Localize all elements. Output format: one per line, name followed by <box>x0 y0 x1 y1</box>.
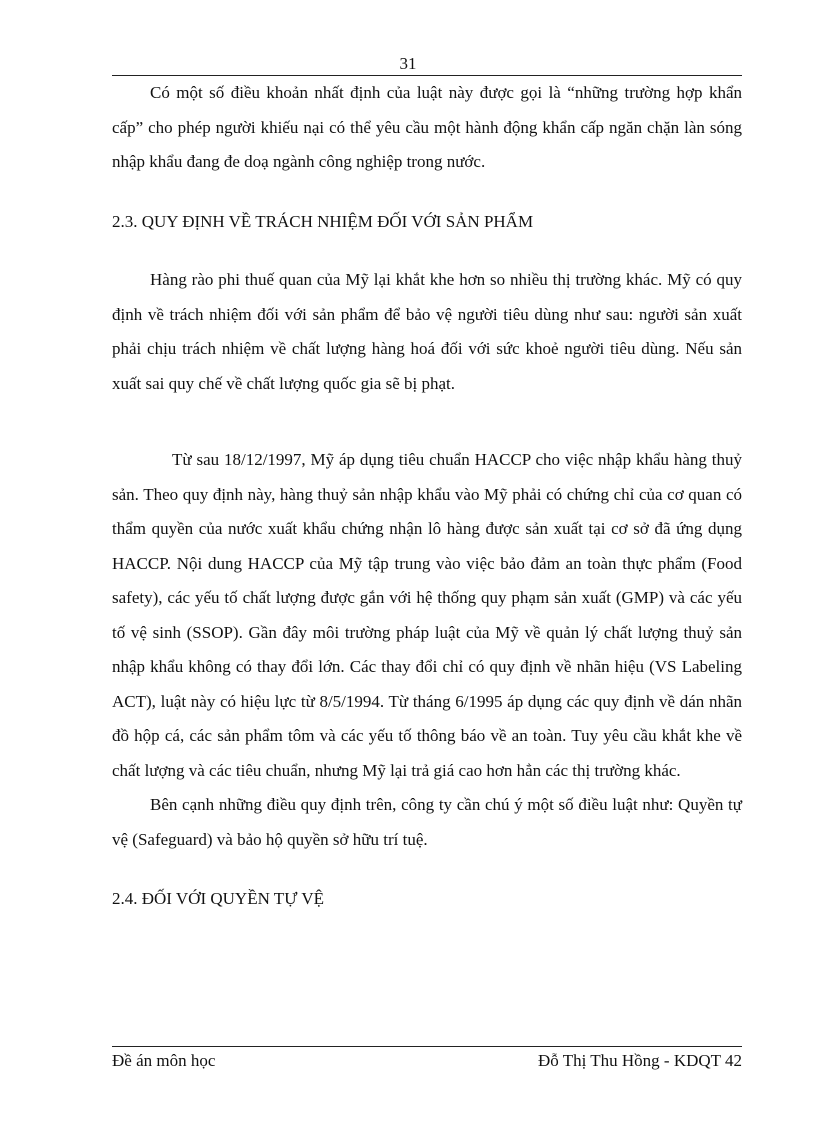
document-body <box>112 76 742 917</box>
footer-course-label: Đề án môn học <box>112 1051 216 1070</box>
footer-rule <box>112 1046 742 1047</box>
paragraph-haccp: Từ sau 18/12/1997, Mỹ áp dụng tiêu chuẩn HACCP cho việc nhập khẩu hàng thuỷ sản. Theo quy định này, hàng thuỷ sản nhập khẩu vào Mỹ phải có chứng chỉ của cơ quan có thẩm quyền của nước xuất khẩu chứng nhận lô hàng được sản xuất tại cơ sở đã ứng dụng HACCP. Nội dung HACCP của Mỹ tập trung vào việc bảo đảm an toàn thực phẩm (Food safety), các yếu tố chất lượng được gắn với hệ thống quy phạm sản xuất (GMP) và các yếu tố vệ sinh (SSOP). Gần đây môi trường pháp luật của Mỹ về quản lý chất lượng thuỷ sản nhập khẩu không có thay đổi lớn. Các thay đổi chỉ có quy định về nhãn hiệu (VS Labeling ACT), luật này có hiệu lực từ 8/5/1994. Từ tháng 6/1995 áp dụng các quy định về dán nhãn đồ hộp cá, các sản phẩm tôm và các yếu tố thông báo về an toàn. Tuy yêu cầu khắt khe về chất lượng và các tiêu chuẩn, nhưng Mỹ lại trả giá cao hơn hẳn các thị trường khác. <box>112 450 742 780</box>
paragraph-emergency-cases: Có một số điều khoản nhất định của luật này được gọi là “những trường hợp khẩn cấp” cho phép người khiếu nại có thể yêu cầu một hành động khẩn cấp ngăn chặn làn sóng nhập khẩu đang đe doạ ngành công nghiệp trong nước. <box>112 83 742 171</box>
paragraph-safeguard-note: Bên cạnh những điều quy định trên, công ty cần chú ý một số điều luật như: Quyền tự vệ (Safeguard) và bảo hộ quyền sở hữu trí tuệ. <box>112 795 742 849</box>
page-number: 31 <box>399 54 417 73</box>
footer-author: Đỗ Thị Thu Hồng - KDQT 42 <box>538 1051 742 1070</box>
footer <box>112 1048 742 1074</box>
paragraph-non-tariff-barriers: Hàng rào phi thuế quan của Mỹ lại khắt khe hơn so nhiều thị trường khác. Mỹ có quy định về trách nhiệm đối với sản phẩm để bảo vệ người tiêu dùng như sau: người sản xuất phải chịu trách nhiệm về chất lượng hàng hoá đối với sức khoẻ người tiêu dùng. Nếu sản xuất sai quy chế về chất lượng quốc gia sẽ bị phạt. <box>112 270 742 393</box>
section-heading-2-3: 2.3. QUY ĐỊNH VỀ TRÁCH NHIỆM ĐỐI VỚI SẢN PHẨM <box>112 211 534 231</box>
section-heading-2-4: 2.4. ĐỐI VỚI QUYỀN TỰ VỆ <box>112 889 324 908</box>
